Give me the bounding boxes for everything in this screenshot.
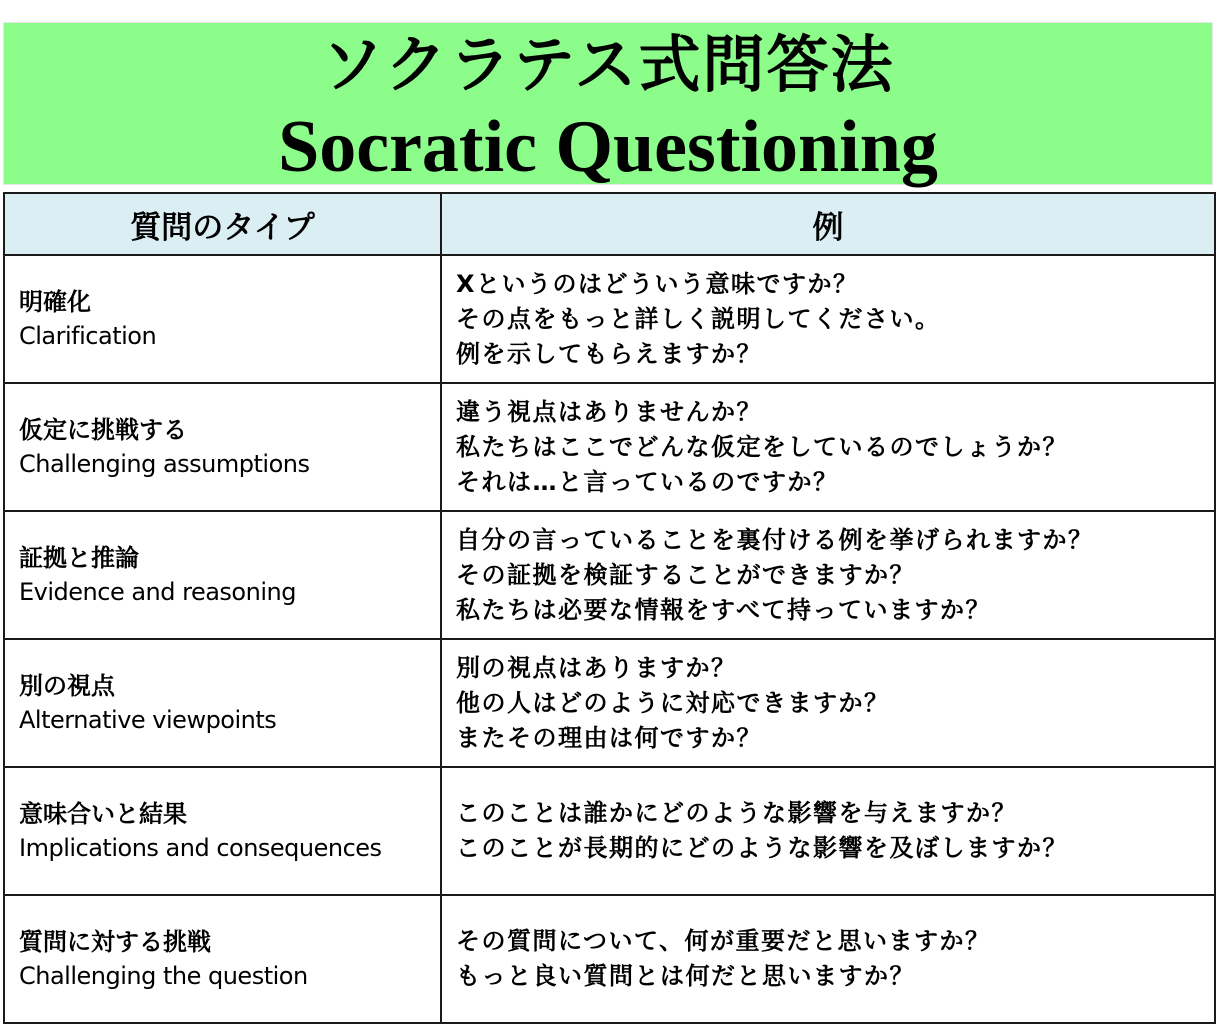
example-question: もっと良い質問とは何だと思いますか？ — [456, 962, 915, 990]
example-question: このことは誰かにどのような影響を与えますか？ — [456, 799, 1017, 827]
header-question-type: 質問のタイプ — [4, 193, 441, 255]
type-name-english: Clarification — [19, 322, 157, 350]
example-question: 別の視点はありますか？ — [456, 653, 737, 682]
type-cell — [4, 511, 441, 639]
type-name-japanese: 質問に対する挑戦 — [19, 928, 211, 956]
type-cell — [4, 383, 441, 511]
table-row — [4, 895, 1215, 1023]
example-question: 例を示してもらえますか？ — [456, 339, 762, 368]
title-english: Socratic Questioning — [278, 106, 938, 188]
example-question: その質問について、何が重要だと思いますか？ — [456, 927, 991, 955]
type-name-japanese: 証拠と推論 — [19, 544, 139, 572]
type-cell — [4, 639, 441, 767]
example-question: 違う視点はありませんか？ — [456, 397, 762, 426]
example-question: またその理由は何ですか？ — [456, 723, 762, 752]
example-question: 私たちは必要な情報をすべて持っていますか？ — [456, 595, 992, 624]
example-question: 私たちはここでどんな仮定をしているのでしょうか？ — [456, 432, 1068, 461]
example-question: その証拠を検証することができますか？ — [456, 560, 915, 589]
table-row — [4, 383, 1215, 511]
table-row — [4, 511, 1215, 639]
example-question: このことが長期的にどのような影響を及ぼしますか？ — [456, 834, 1068, 862]
type-name-japanese: 仮定に挑戦する — [19, 416, 187, 444]
table-row — [4, 639, 1215, 767]
example-question: 他の人はどのように対応できますか？ — [456, 688, 890, 717]
table-row — [4, 255, 1215, 383]
examples-cell — [441, 255, 1215, 383]
type-name-english: Challenging assumptions — [19, 450, 310, 478]
type-name-japanese: 明確化 — [19, 288, 91, 316]
table-row — [4, 767, 1215, 895]
title-japanese: ソクラテス式問答法 — [321, 28, 895, 101]
type-name-english: Implications and consequences — [19, 834, 382, 862]
type-name-english: Evidence and reasoning — [19, 578, 296, 606]
examples-cell — [441, 511, 1215, 639]
examples-cell — [441, 639, 1215, 767]
example-question: 自分の言っていることを裏付ける例を挙げられますか？ — [456, 525, 1094, 554]
type-name-japanese: 別の視点 — [19, 672, 115, 700]
type-name-english: Alternative viewpoints — [19, 706, 277, 734]
examples-cell — [441, 767, 1215, 895]
title-banner — [3, 22, 1213, 188]
table-header-row — [4, 193, 1215, 255]
header-example: 例 — [441, 193, 1215, 255]
type-name-japanese: 意味合いと結果 — [19, 800, 187, 828]
example-question: その点をもっと詳しく説明してください。 — [456, 304, 941, 333]
question-types-table — [3, 192, 1216, 1024]
examples-cell — [441, 383, 1215, 511]
type-cell — [4, 767, 441, 895]
examples-cell — [441, 895, 1215, 1023]
type-name-english: Challenging the question — [19, 962, 308, 990]
example-question: Xというのはどういう意味ですか？ — [456, 269, 859, 298]
type-cell — [4, 255, 441, 383]
type-cell — [4, 895, 441, 1023]
example-question: それは…と言っているのですか？ — [456, 467, 839, 496]
